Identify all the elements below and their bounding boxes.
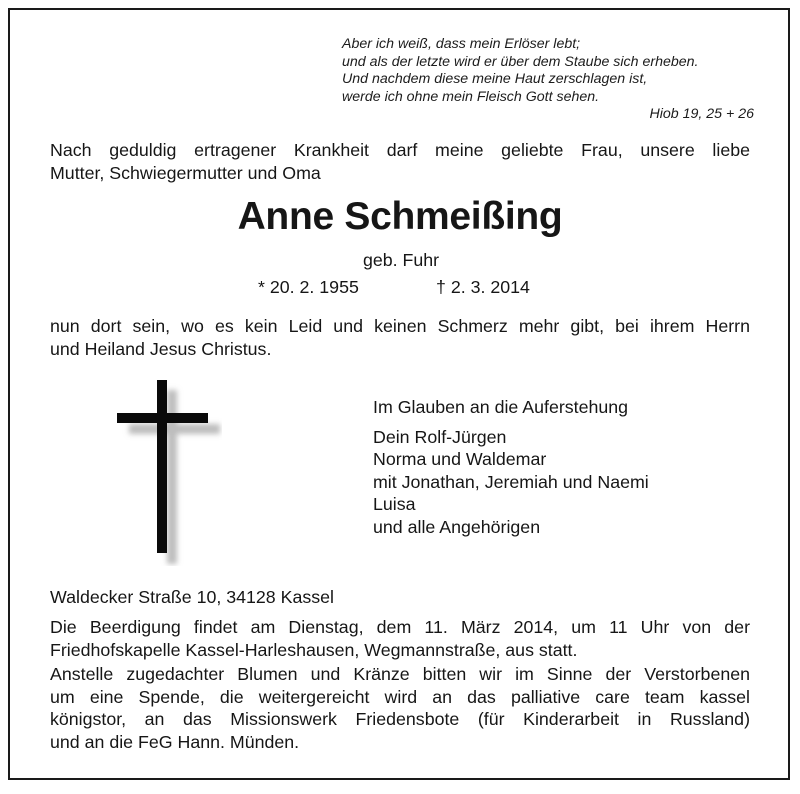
maiden-name: geb. Fuhr xyxy=(362,250,440,270)
mourners xyxy=(373,396,753,538)
quote-reference: Hiob 19, 25 + 26 xyxy=(649,106,754,122)
deceased-name: Anne Schmeißing xyxy=(237,195,563,238)
cross-shape xyxy=(117,380,208,553)
mourner-name: mit Jonathan, Jeremiah und Naemi xyxy=(373,471,649,492)
intro-line: Mutter, Schwiegermutter und Oma xyxy=(50,163,321,183)
mourner-name: und alle Angehörigen xyxy=(373,516,541,537)
passing-text xyxy=(50,315,750,361)
quote-line: Und nachdem diese meine Haut zerschlagen ist, xyxy=(342,71,648,87)
mourner-name: Norma und Waldemar xyxy=(373,449,547,469)
funeral-line: Friedhofskapelle Kassel-Harleshausen, Wegmannstraße, aus statt. xyxy=(50,639,578,660)
funeral-info xyxy=(50,616,750,661)
address: Waldecker Straße 10, 34128 Kassel xyxy=(50,587,334,607)
bible-quote xyxy=(342,36,754,124)
funeral-line: Die Beerdigung findet am Dienstag, dem 11. März 2014, um 11 Uhr von der xyxy=(50,617,750,637)
donation-line: und an die FeG Hann. Münden. xyxy=(50,731,300,752)
quote-line: werde ich ohne mein Fleisch Gott sehen. xyxy=(342,88,600,105)
birth-date: * 20. 2. 1955 xyxy=(258,277,359,297)
donation-line: Anstelle zugedachter Blumen und Kränze bitten wir im Sinne der Verstorbenen xyxy=(50,664,750,684)
intro-text xyxy=(50,139,750,185)
mourner-name: Luisa xyxy=(373,494,416,514)
death-date: † 2. 3. 2014 xyxy=(436,277,530,297)
quote-line: und als der letzte wird er über dem Staube sich erheben. xyxy=(342,53,699,70)
quote-line: Aber ich weiß, dass mein Erlöser lebt; xyxy=(342,36,581,52)
passing-line: nun dort sein, wo es kein Leid und keinen Schmerz mehr gibt, bei ihrem Herrn xyxy=(50,316,750,336)
cross-icon xyxy=(112,376,222,566)
mourner-name: Dein Rolf-Jürgen xyxy=(373,426,507,447)
life-dates xyxy=(0,276,800,300)
donation-line: um eine Spende, die weitergereicht wird an das palliative care team kassel xyxy=(50,686,750,707)
donation-line: königstor, an das Missionswerk Friedensbote (für Kinderarbeit in Russland) xyxy=(50,709,750,729)
donation-info xyxy=(50,663,750,753)
mourners-heading: Im Glauben an die Auferstehung xyxy=(373,397,629,417)
intro-line: Nach geduldig ertragener Krankheit darf meine geliebte Frau, unsere liebe xyxy=(50,140,750,160)
passing-line: und Heiland Jesus Christus. xyxy=(50,339,272,359)
